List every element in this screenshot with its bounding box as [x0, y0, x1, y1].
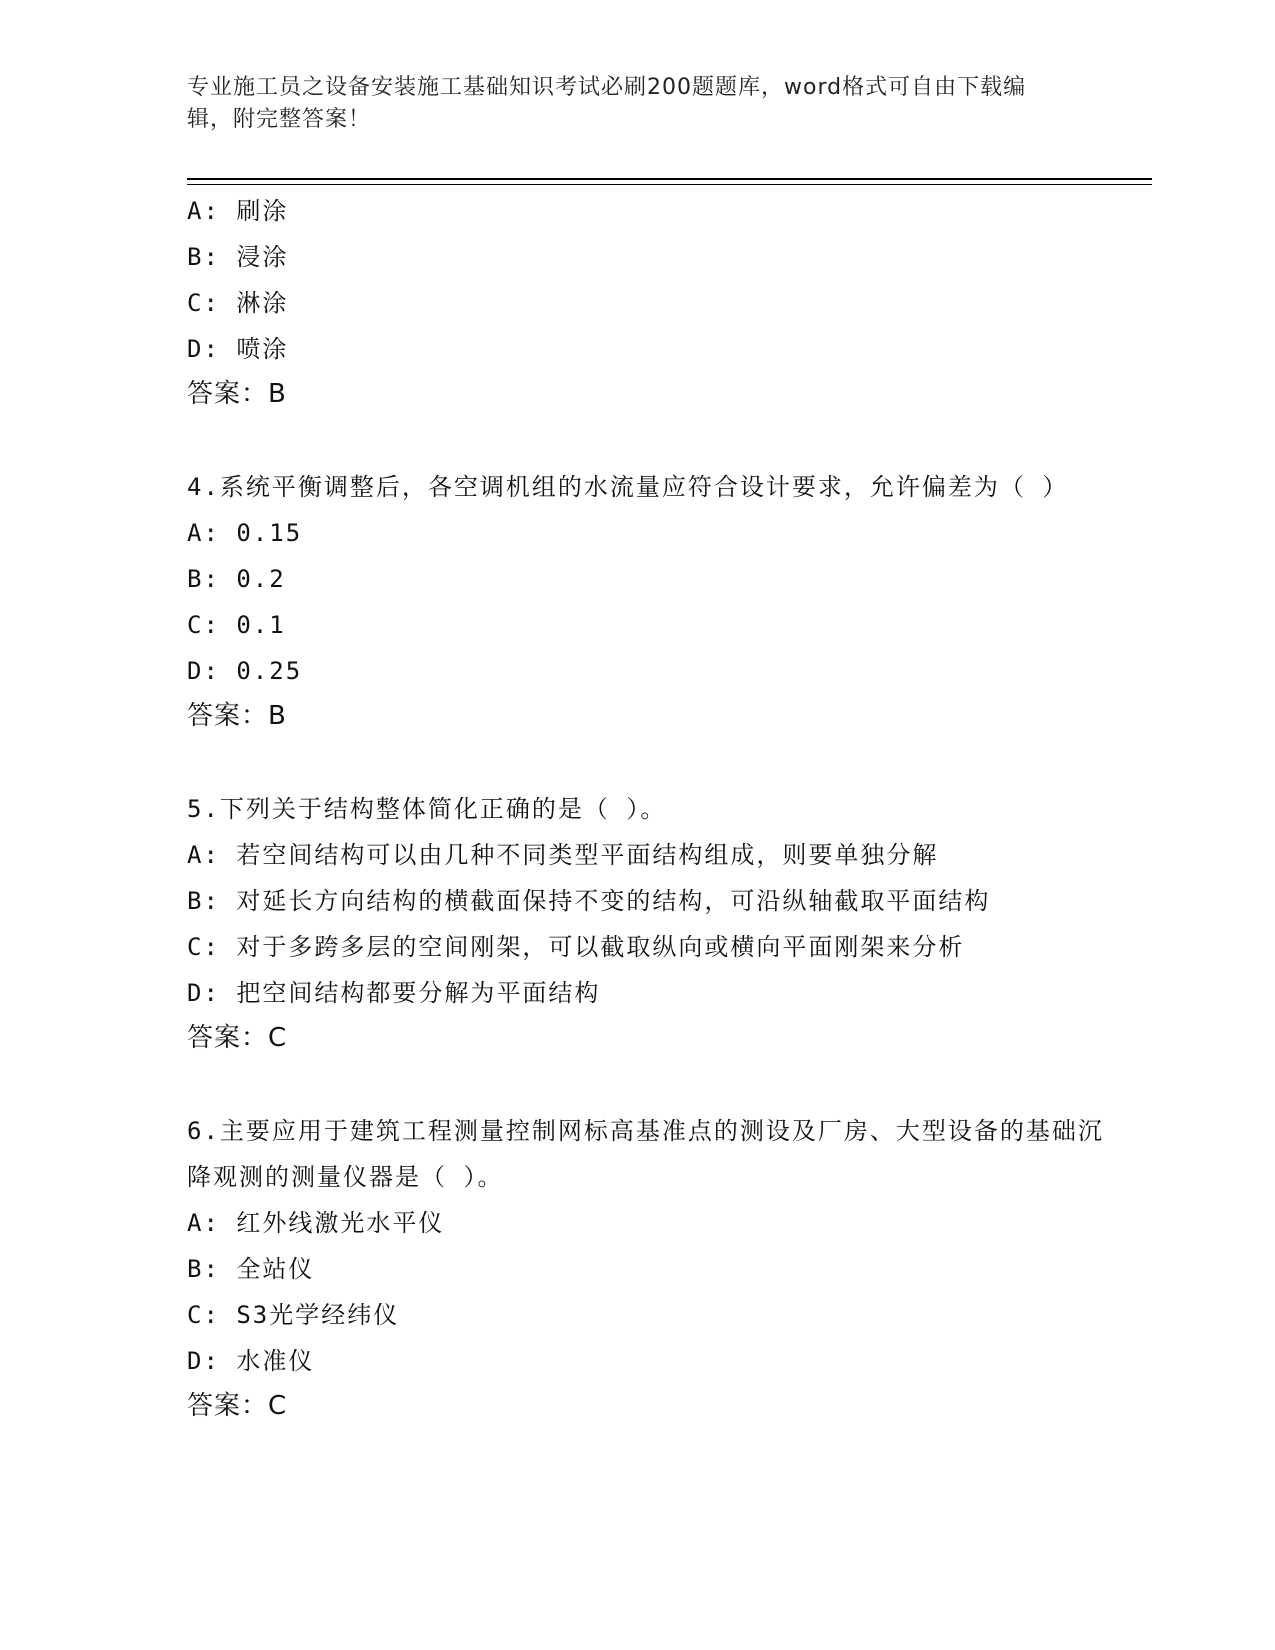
option-d: D: 水准仪	[187, 1347, 315, 1375]
option-a: A: 若空间结构可以由几种不同类型平面结构组成，则要单独分解	[187, 841, 939, 869]
question-stem: 5.下列关于结构整体简化正确的是（ ）。	[187, 795, 667, 823]
header-divider-thin	[187, 184, 1152, 185]
answer: 答案：C	[187, 1023, 288, 1053]
question-list	[187, 188, 1127, 1428]
question-stem: 4.系统平衡调整后，各空调机组的水流量应符合设计要求，允许偏差为（ ）	[187, 473, 1069, 501]
option-d: D: 0.25	[187, 657, 303, 685]
option-a: A: 0.15	[187, 519, 303, 547]
option-b: B: 0.2	[187, 565, 286, 593]
option-d: D: 把空间结构都要分解为平面结构	[187, 979, 601, 1007]
question-5	[187, 786, 1127, 1060]
answer: 答案：B	[187, 701, 287, 731]
answer: 答案：B	[187, 379, 287, 409]
page-header: 专业施工员之设备安装施工基础知识考试必刷200题题库，word格式可自由下载编辑，附完整答案！	[187, 75, 1027, 132]
question-4	[187, 464, 1127, 738]
option-c: C: S3光学经纬仪	[187, 1301, 400, 1329]
question-6	[187, 1108, 1127, 1428]
option-b: B: 浸涂	[187, 243, 289, 271]
option-c: C: 对于多跨多层的空间刚架，可以截取纵向或横向平面刚架来分析	[187, 933, 965, 961]
question-stem: 6.主要应用于建筑工程测量控制网标高基准点的测设及厂房、大型设备的基础沉降观测的测量仪器是（ ）。	[187, 1117, 1104, 1191]
header-divider-thick	[187, 178, 1152, 180]
option-c: C: 淋涂	[187, 289, 289, 317]
option-b: B: 对延长方向结构的横截面保持不变的结构，可沿纵轴截取平面结构	[187, 887, 991, 915]
option-d: D: 喷涂	[187, 335, 289, 363]
question-3-continued	[187, 188, 1127, 416]
option-c: C: 0.1	[187, 611, 286, 639]
option-a: A: 刷涂	[187, 197, 289, 225]
option-b: B: 全站仪	[187, 1255, 315, 1283]
option-a: A: 红外线激光水平仪	[187, 1209, 445, 1237]
answer: 答案：C	[187, 1391, 288, 1421]
